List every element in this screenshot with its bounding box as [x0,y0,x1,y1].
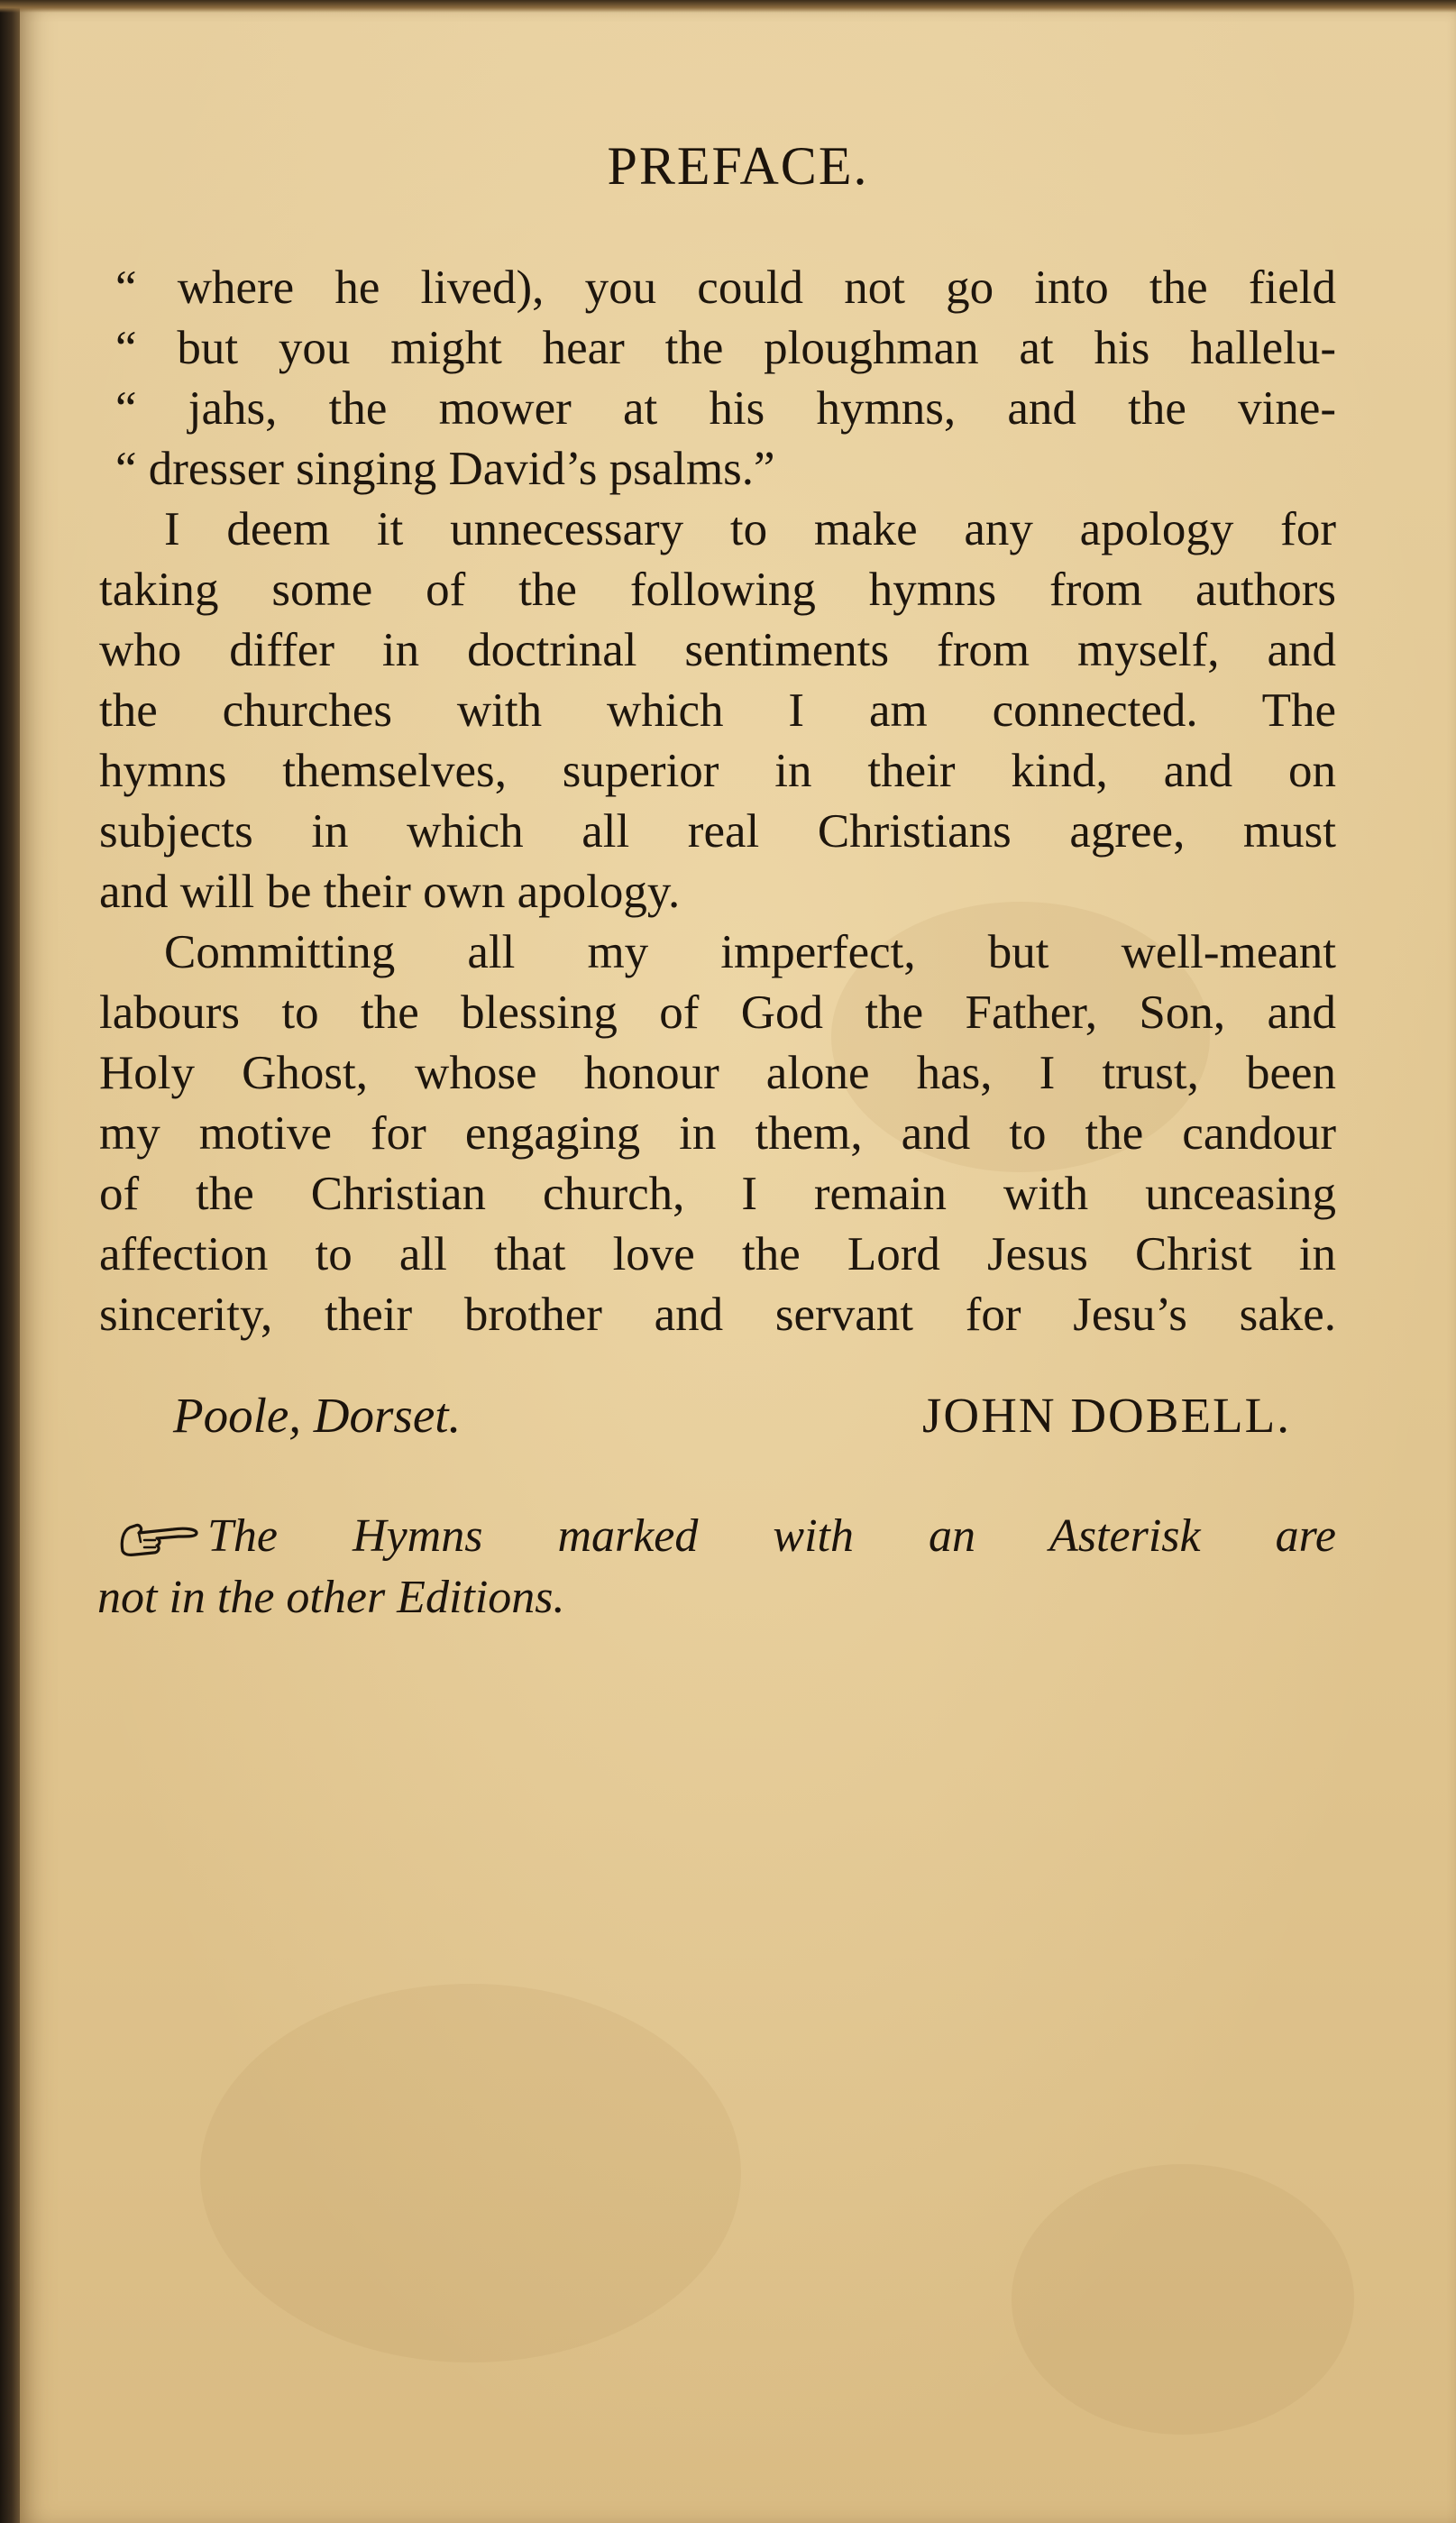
quote-paragraph [99,258,1336,500]
note-line [117,1506,1336,1567]
text-line: “ but you might hear the ploughman at his hallelu- [115,322,1336,374]
text-line: Committing all my imperfect, but well-meant [164,926,1336,978]
text-line: and will be their own apology. [99,866,681,918]
text-line: I deem it unnecessary to make any apology for [164,503,1336,555]
text-line: labours to the blessing of God the Father, Son, and [99,986,1336,1039]
text-line: my motive for engaging in them, and to the candour [99,1107,1336,1160]
book-spine [0,0,20,2523]
editorial-note [97,1506,1336,1628]
signature-place: Poole, Dorset. [173,1388,462,1443]
text-line: “ jahs, the mower at his hymns, and the vine- [115,382,1336,435]
signature [173,1387,1291,1450]
text-line: affection to all that love the Lord Jesus Christ in [99,1228,1336,1280]
text-line: taking some of the following hymns from authors [99,564,1336,616]
closing-paragraph [99,922,1336,1345]
page-heading: PREFACE. [607,136,869,196]
text-line: the churches with which I am connected. The [99,684,1336,737]
text-line: “ dresser singing David’s psalms.” [115,443,775,495]
text-line: “ where he lived), you could not go into the field [115,261,1336,314]
text-line: Holy Ghost, whose honour alone has, I trust, been [99,1047,1336,1099]
pointing-hand-icon [117,1515,200,1560]
note-text-1: The Hymns marked with an Asterisk are [207,1510,1336,1562]
paper-stain [200,1984,741,2362]
paper-stain [1012,2164,1354,2435]
apology-paragraph [99,500,1336,922]
text-line: of the Christian church, I remain with unceasing [99,1168,1336,1220]
book-page [20,0,1456,2523]
page-top-edge [0,0,1456,13]
text-line: subjects in which all real Christians agree, must [99,805,1336,858]
text-line: who differ in doctrinal sentiments from myself, and [99,624,1336,676]
text-line: sincerity, their brother and servant for Jesu’s sake. [99,1289,1336,1341]
signature-author: JOHN DOBELL. [922,1388,1291,1443]
text-line: hymns themselves, superior in their kind, and on [99,745,1336,797]
note-text-2: not in the other Editions. [97,1572,565,1623]
